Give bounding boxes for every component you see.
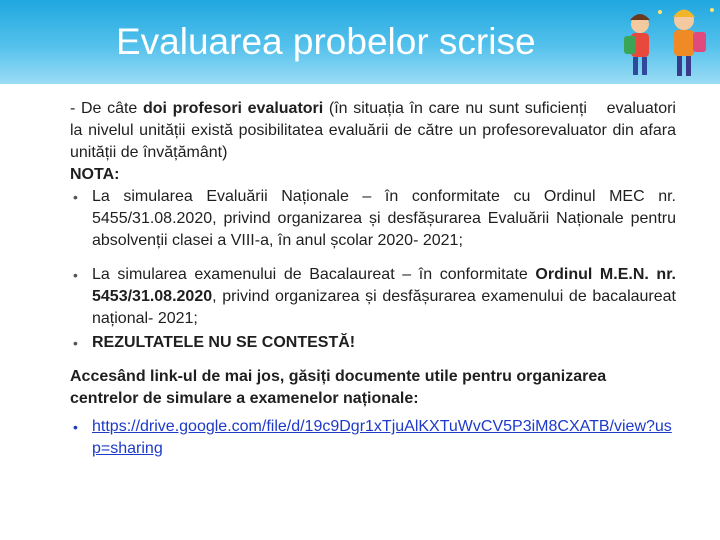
kids-backpack-illustration [600,2,720,92]
intro-dash: - De câte [70,100,138,117]
nota-label: NOTA: [70,166,120,183]
bullet-text-pre: La simularea examenului de Bacalaureat – în conformitate [92,266,536,283]
drive-link[interactable]: https://drive.google.com/file/d/19c9Dgr1xTjuAlKXTuWvCV5P3iM8CXATB/view?usp=sharing [92,418,672,457]
intro-paragraph [70,98,676,164]
bullet-icon: • [73,335,78,351]
page-title: Evaluarea probelor scrise [116,21,536,62]
bullet-text: La simularea Evaluării Naționale – în conformitate cu Ordinul MEC nr. 5455/31.08.2020, privind organizarea și desfășurarea Evaluării Naționale pentru absolvenții clasei a VIII-a, în anul școlar 2020- 2021; [92,188,676,249]
bullet-text-bold: REZULTATELE NU SE CONTESTĂ! [92,334,356,351]
bullet-icon: • [73,189,78,205]
list-item [70,264,676,330]
bullet-icon: • [73,419,78,435]
content-area [70,98,676,460]
list-item [70,332,676,354]
link-item [70,416,676,460]
intro-continuation: evaluatori la nivelul unității există posibilitatea evaluării de către un profesorevaluator din afara unității de învățământ) [70,100,676,161]
bullet-text-post: , privind organizarea și desfășurarea examenului de bacalaureat național- 2021; [92,288,676,327]
access-paragraph: Accesând link-ul de mai jos, găsiți documente utile pentru organizarea centrelor de simulare a examenelor naționale: [70,368,607,407]
bullet-icon: • [73,267,78,283]
intro-rest: (în situația în care nu sunt suficienți [328,100,587,117]
bullet-text-bold: Ordinul M.E.N. nr. 5453/31.08.2020 [92,266,676,305]
list-item [70,186,676,252]
intro-bold: doi profesori evaluatori [143,100,324,117]
header-banner [0,0,720,84]
